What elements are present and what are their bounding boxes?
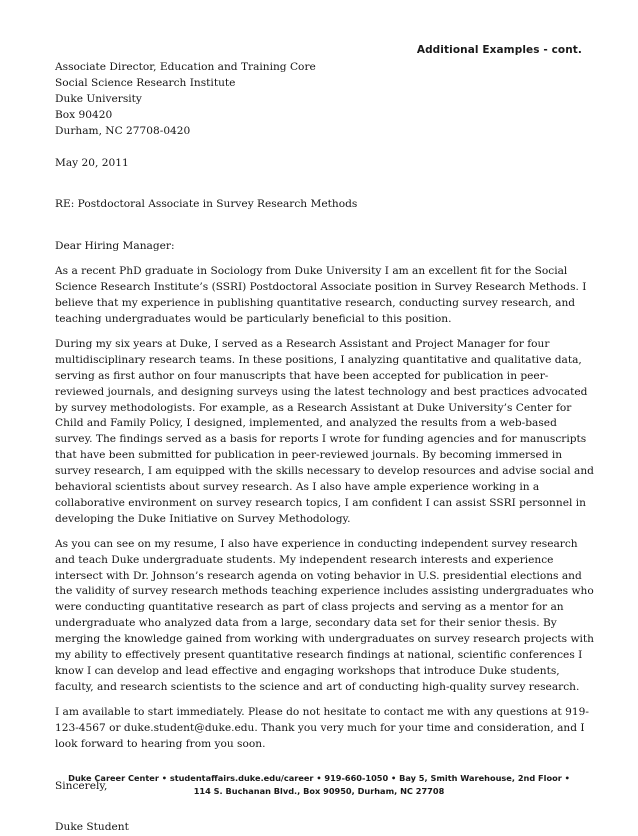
re-line: RE: Postdoctoral Associate in Survey Research Methods	[55, 198, 358, 211]
recipient-address	[55, 60, 595, 140]
paragraph-closing: I am available to start immediately. Please do not hesitate to contact me with any questions at 919-123-4567 or duke.student@duke.edu. Thank you very much for your time and consideration, and I look forward to hearing from you soon.	[55, 705, 589, 750]
paragraph-intro: As a recent PhD graduate in Sociology from Duke University I am an excellent fit for the Social Science Research Institute’s (SSRI) Postdoctoral Associate position in Survey Research Methods. I believe that my experience in publishing quantitative research, conducting survey research, and teaching undergraduates would be particularly beneficial to this position.	[55, 265, 587, 325]
footer-line-1: Duke Career Center • studentaffairs.duke.edu/career • 919-660-1050 • Bay 5, Smith Warehouse, 2nd Floor •	[68, 773, 570, 783]
paragraph-experience: During my six years at Duke, I served as a Research Assistant and Project Manager for four multidisciplinary research teams. In these positions, I analyzing quantitative and qualitative data, serving as first author on four manuscripts that have been accepted for publication in peer-reviewed journals, and designing surveys using the latest technology and best practices advocated by survey methodologists. For example, as a Research Assistant at Duke University’s Center for Child and Family Policy, I designed, implemented, and analyzed the results from a web-based survey. The findings served as a basis for reports I wrote for funding agencies and for manuscripts that have been submitted for publication in peer-reviewed journals. By becoming immersed in survey research, I am equipped with the skills necessary to develop resources and advise social and behavioral scientists about survey research. As I also have ample experience working in a collaborative environment on survey research topics, I am confident I can assist SSRI personnel in developing the Duke Initiative on Survey Methodology.	[55, 337, 594, 525]
recipient-line: Durham, NC 27708-0420	[55, 124, 191, 137]
letter-body	[55, 60, 595, 836]
footer-line-2: 114 S. Buchanan Blvd., Box 90950, Durham, NC 27708	[193, 786, 445, 796]
signature: Duke Student	[55, 821, 129, 834]
header-note: Additional Examples - cont.	[416, 44, 582, 56]
letter-date: May 20, 2011	[55, 156, 129, 169]
salutation: Dear Hiring Manager:	[55, 240, 175, 253]
closing: Sincerely,	[55, 779, 108, 792]
recipient-line: Social Science Research Institute	[55, 76, 236, 89]
footer	[0, 772, 638, 798]
recipient-line: Duke University	[55, 92, 142, 105]
recipient-line: Box 90420	[55, 108, 113, 121]
recipient-line: Associate Director, Education and Training Core	[55, 61, 316, 73]
paragraph-teaching: As you can see on my resume, I also have experience in conducting independent survey research and teach Duke undergraduate students. My independent research interests and experience intersect with Dr. Johnson’s research agenda on voting behavior in U.S. presidential elections and the validity of survey research methods teaching experience includes assisting undergraduates who were conducting quantitative research as part of class projects and serving as a mentor for an undergraduate who analyzed data from a large, secondary data set for their senior thesis. By merging the knowledge gained from working with undergraduates on survey research projects with my ability to effectively present quantitative research findings at national, scientific conferences I know I can develop and lead effective and engaging workshops that introduce Duke students, faculty, and research scientists to the science and art of conducting high-quality survey research.	[55, 537, 594, 693]
